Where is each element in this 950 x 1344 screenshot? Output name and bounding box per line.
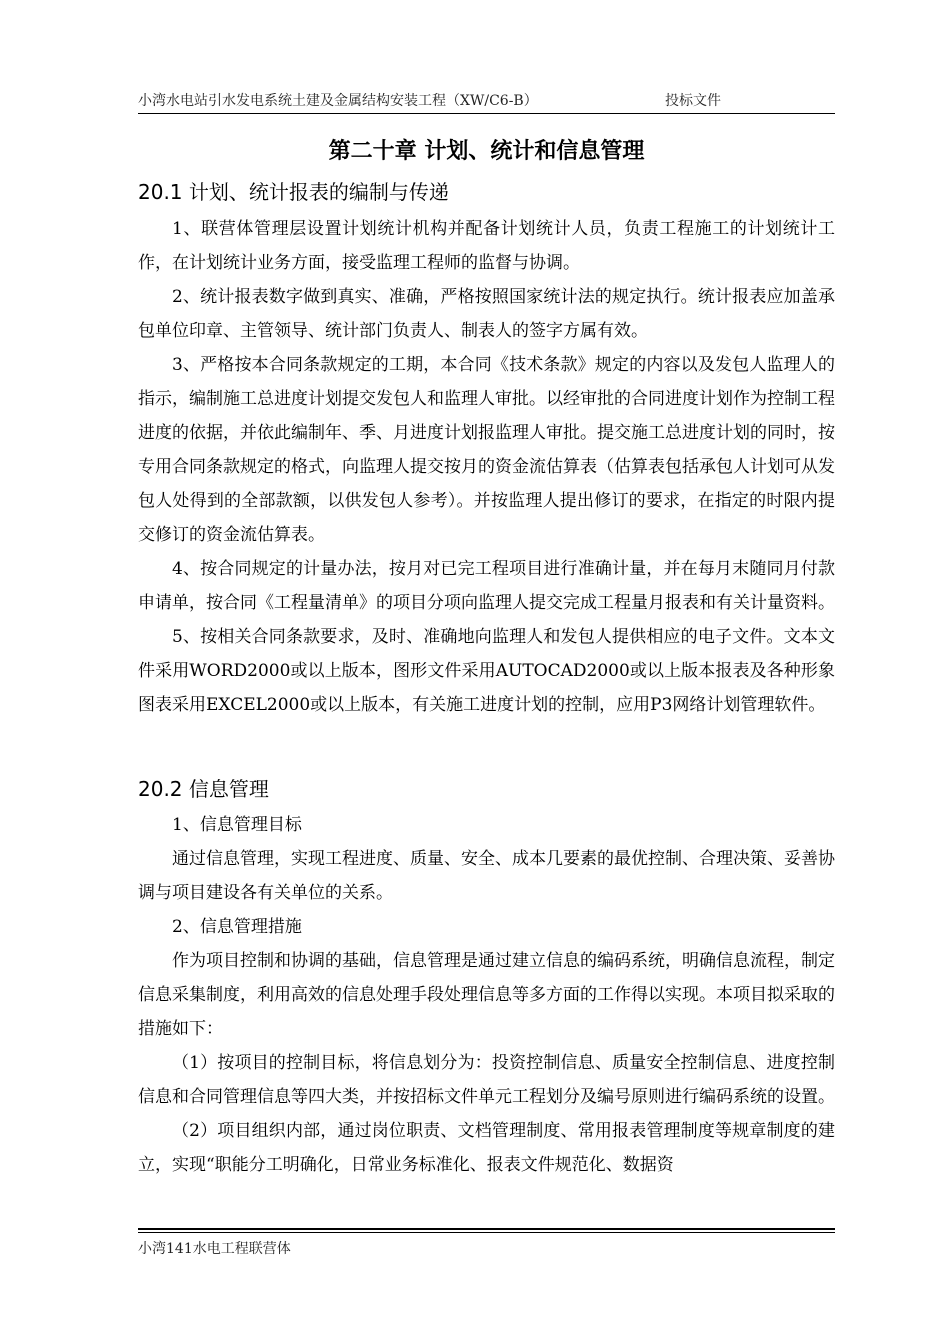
section-20-2-body [138, 808, 835, 1182]
paragraph: 1、联营体管理层设置计划统计机构并配备计划统计人员，负责工程施工的计划统计工作，在计划统计业务方面，接受监理工程师的监督与协调。 [138, 219, 835, 273]
paragraph: 3、严格按本合同条款规定的工期，本合同《技术条款》规定的内容以及发包人监理人的指示，编制施工总进度计划提交发包人和监理人审批。以经审批的合同进度计划作为控制工程进度的依据，并依此编制年、季、月进度计划报监理人审批。提交施工总进度计划的同时，按专用合同条款规定的格式，向监理人提交按月的资金流估算表（估算表包括承包人计划可从发包人处得到的全部款额，以供发包人参考）。并按监理人提出修订的要求，在指定的时限内提交修订的资金流估算表。 [138, 355, 835, 545]
paragraph: 5、按相关合同条款要求，及时、准确地向监理人和发包人提供相应的电子文件。文本文件采用WORD2000或以上版本，图形文件采用AUTOCAD2000或以上版本报表及各种形象图表采用EXCEL2000或以上版本，有关施工进度计划的控制，应用P3网络计划管理软件。 [138, 627, 835, 715]
paragraph: 通过信息管理，实现工程进度、质量、安全、成本几要素的最优控制、合理决策、妥善协调与项目建设各有关单位的关系。 [138, 849, 835, 903]
paragraph: 1、信息管理目标 [172, 815, 302, 835]
header-project-title: 小湾水电站引水发电系统土建及金属结构安装工程（XW/C6-B） [138, 93, 538, 109]
paragraph: 2、统计报表数字做到真实、准确，严格按照国家统计法的规定执行。统计报表应加盖承包单位印章、主管领导、统计部门负责人、制表人的签字方属有效。 [138, 287, 835, 341]
paragraph: 作为项目控制和协调的基础，信息管理是通过建立信息的编码系统，明确信息流程，制定信息采集制度，利用高效的信息处理手段处理信息等多方面的工作得以实现。本项目拟采取的措施如下： [138, 951, 835, 1039]
section-heading-20-1: 20.1 计划、统计报表的编制与传递 [138, 180, 449, 204]
page-header [138, 90, 835, 112]
page-footer: 小湾141水电工程联营体 [138, 1241, 291, 1257]
footer-divider-thin [138, 1232, 835, 1233]
section-heading-20-2: 20.2 信息管理 [138, 777, 269, 801]
paragraph: （1）按项目的控制目标，将信息划分为：投资控制信息、质量安全控制信息、进度控制信息和合同管理信息等四大类，并按招标文件单元工程划分及编号原则进行编码系统的设置。 [138, 1053, 835, 1107]
chapter-title: 第二十章 计划、统计和信息管理 [328, 139, 645, 164]
footer-divider-thick [138, 1228, 835, 1230]
header-doc-type: 投标文件 [665, 93, 721, 109]
paragraph: 2、信息管理措施 [172, 917, 302, 937]
paragraph: （2）项目组织内部，通过岗位职责、文档管理制度、常用报表管理制度等规章制度的建立，实现“职能分工明确化，日常业务标准化、报表文件规范化、数据资 [138, 1121, 835, 1175]
header-divider [138, 113, 835, 114]
section-20-1-body [138, 212, 835, 722]
paragraph: 4、按合同规定的计量办法，按月对已完工程项目进行准确计量，并在每月末随同月付款申请单，按合同《工程量清单》的项目分项向监理人提交完成工程量月报表和有关计量资料。 [138, 559, 835, 613]
